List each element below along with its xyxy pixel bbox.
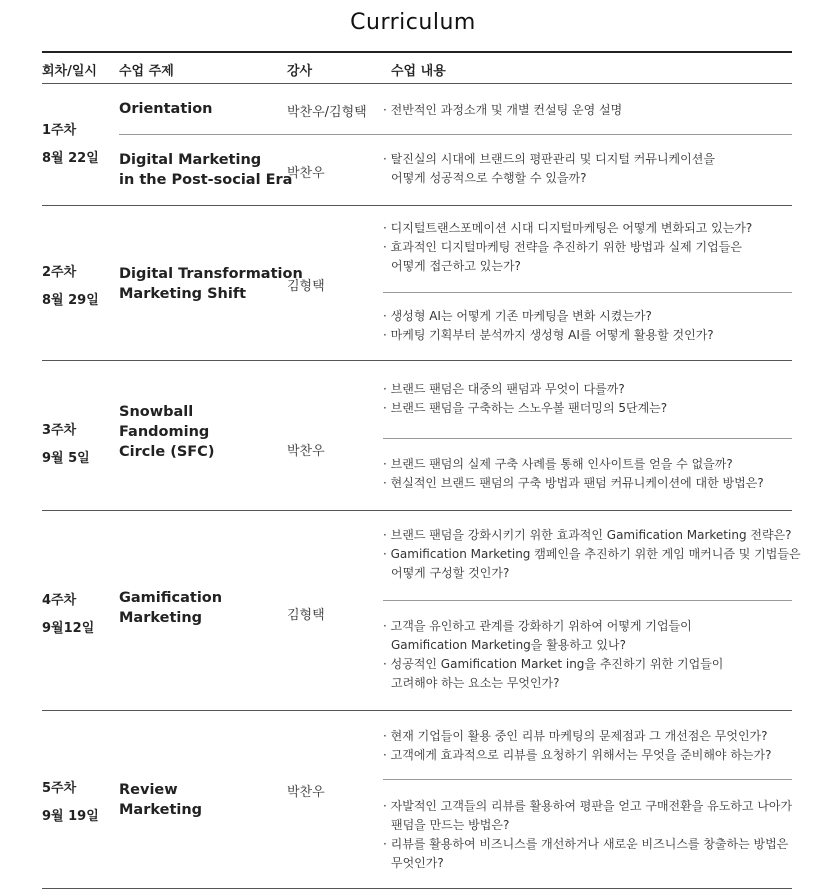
topic-line: Fandoming (119, 424, 210, 440)
topic-line: Digital Marketing (119, 152, 262, 168)
content-bullet: · 디지털트랜스포메이션 시대 디지털마케팅은 어떻게 변화되고 있는가? (383, 221, 753, 235)
topic-line: Orientation (119, 101, 213, 117)
content-bullet: · Gamification Marketing 캠페인을 추진하기 위한 게임 매커니즘 및 기법들은 (383, 547, 801, 561)
week-date: 9월 5일 (42, 451, 90, 466)
week-date: 8월 29일 (42, 293, 99, 308)
topic-line: Snowball (119, 404, 194, 420)
week-number: 2주차 (42, 265, 77, 280)
page-title: Curriculum (350, 10, 476, 35)
week-number: 1주차 (42, 123, 77, 138)
topic-line: in the Post-social Era (119, 172, 293, 188)
content-block (383, 380, 803, 418)
content-bullet-cont: Gamification Marketing을 활용하고 있나? (391, 638, 626, 652)
content-block (383, 150, 803, 188)
topic-line: Digital Transformation (119, 266, 303, 282)
topic-line: Circle (SFC) (119, 444, 215, 460)
week-number: 3주차 (42, 423, 77, 438)
content-bullet: · 브랜드 팬덤의 실제 구축 사례를 통해 인사이트를 얻을 수 없을까? (383, 457, 733, 471)
week-number: 5주차 (42, 781, 77, 796)
content-divider (383, 438, 792, 439)
header-content: 수업 내용 (391, 64, 446, 79)
topic-title (119, 402, 214, 462)
week-label (42, 775, 99, 831)
table-bottom-rule (42, 888, 792, 889)
topic-line: Marketing (119, 802, 203, 818)
content-bullet: · 브랜드 팬덤은 대중의 팬덤과 무엇이 다를까? (383, 382, 625, 396)
content-bullet-cont: 어떻게 접근하고 있는가? (391, 259, 521, 273)
week-label (42, 117, 99, 173)
row-divider (42, 710, 792, 711)
week-label (42, 417, 90, 473)
content-block (383, 617, 803, 693)
row-divider (42, 205, 792, 206)
content-bullet: · 현재 기업들이 활용 중인 리뷰 마케팅의 문제점과 그 개선점은 무엇인가? (383, 729, 768, 743)
instructor: 박찬우 (287, 166, 325, 181)
week-date: 9월 19일 (42, 809, 99, 824)
week-label (42, 587, 94, 643)
header-session: 회차/일시 (42, 64, 97, 79)
row-divider (42, 510, 792, 511)
content-block (383, 797, 803, 873)
content-bullet: · 생성형 AI는 어떻게 기존 마케팅을 변화 시켰는가? (383, 309, 652, 323)
content-bullet-cont: 어떻게 성공적으로 수행할 수 있을까? (391, 171, 587, 185)
header-bottom-rule (42, 83, 792, 84)
content-bullet: · 마케팅 기획부터 분석까지 생성형 AI를 어떻게 활용할 것인가? (383, 328, 714, 342)
topic-line: Review (119, 782, 178, 798)
instructor: 박찬우 (287, 444, 325, 459)
content-bullet-cont: 무엇인가? (391, 856, 444, 870)
content-bullet: · 현실적인 브랜드 팬덤의 구축 방법과 팬덤 커뮤니케이션에 대한 방법은? (383, 476, 764, 490)
content-bullet: · 브랜드 팬덤을 구축하는 스노우볼 팬더밍의 5단계는? (383, 401, 668, 415)
week-number: 4주차 (42, 593, 77, 608)
content-bullet-cont: 어떻게 구성할 것인가? (391, 566, 510, 580)
week-date: 9월12일 (42, 621, 95, 636)
topic-divider (119, 134, 792, 135)
instructor: 박찬우/김형택 (287, 105, 367, 120)
content-block (383, 101, 803, 120)
content-divider (383, 292, 792, 293)
week-date: 8월 22일 (42, 151, 99, 166)
content-block (383, 455, 803, 493)
content-block (383, 727, 803, 765)
content-bullet: · 고객을 유인하고 관계를 강화하기 위하여 어떻게 기업들이 (383, 619, 692, 633)
content-bullet-cont: 팬덤을 만드는 방법은? (391, 818, 510, 832)
content-bullet-cont: 고려해야 하는 요소는 무엇인가? (391, 676, 560, 690)
content-bullet: · 탈진실의 시대에 브랜드의 평판관리 및 디지털 커뮤니케이션을 (383, 152, 715, 166)
topic-line: Gamification (119, 590, 223, 606)
instructor: 박찬우 (287, 785, 325, 800)
table-top-rule (42, 51, 792, 53)
topic-line: Marketing (119, 610, 203, 626)
content-bullet: · 성공적인 Gamification Market ing을 추진하기 위한 기업들이 (383, 657, 724, 671)
content-bullet: · 효과적인 디지털마케팅 전략을 추진하기 위한 방법과 실제 기업들은 (383, 240, 742, 254)
topic-title (119, 99, 213, 119)
content-divider (383, 600, 792, 601)
instructor: 김형택 (287, 608, 325, 623)
content-block (383, 219, 803, 276)
header-instructor: 강사 (287, 64, 313, 79)
topic-title (119, 264, 303, 304)
week-label (42, 259, 99, 315)
content-bullet: · 브랜드 팬덤을 강화시키기 위한 효과적인 Gamification Marketing 전략은? (383, 528, 792, 542)
topic-title (119, 780, 202, 820)
content-block (383, 307, 803, 345)
content-bullet: · 전반적인 과정소개 및 개별 컨설팅 운영 설명 (383, 103, 623, 117)
content-divider (383, 779, 792, 780)
instructor: 김형택 (287, 279, 325, 294)
content-bullet: · 자발적인 고객들의 리뷰를 활용하여 평판을 얻고 구매전환을 유도하고 나아가 (383, 799, 793, 813)
content-bullet: · 리뷰를 활용하여 비즈니스를 개선하거나 새로운 비즈니스를 창출하는 방법은 (383, 837, 789, 851)
row-divider (42, 360, 792, 361)
header-topic: 수업 주제 (119, 64, 174, 79)
topic-line: Marketing Shift (119, 286, 247, 302)
content-bullet: · 고객에게 효과적으로 리뷰를 요청하기 위해서는 무엇을 준비해야 하는가? (383, 748, 772, 762)
topic-title (119, 588, 222, 628)
topic-title (119, 150, 292, 190)
content-block (383, 526, 803, 583)
